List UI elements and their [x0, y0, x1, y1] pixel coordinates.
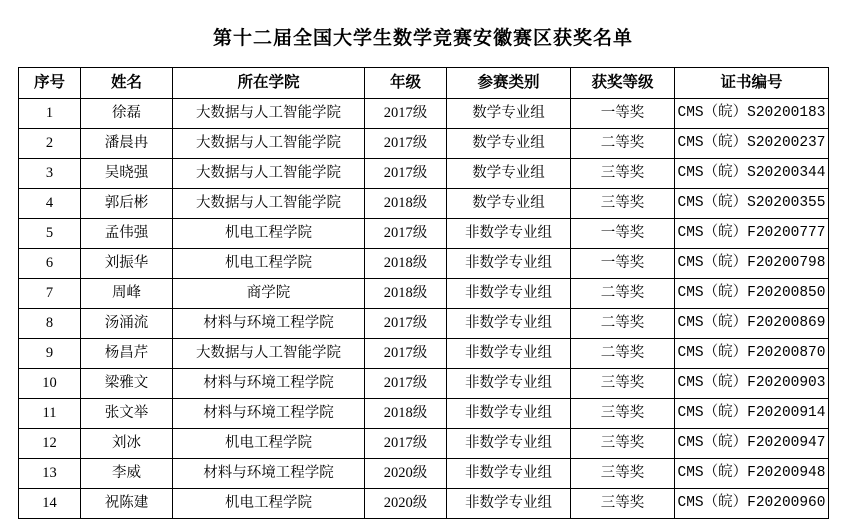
cell-grade: 2017级: [365, 368, 447, 398]
cell-grade: 2017级: [365, 308, 447, 338]
cell-certificate-no: CMS（皖）S20200183: [675, 98, 829, 128]
cell-certificate-no: CMS（皖）F20200777: [675, 218, 829, 248]
cell-category: 非数学专业组: [447, 308, 571, 338]
cell-no: 10: [19, 368, 81, 398]
cell-certificate-no: CMS（皖）F20200869: [675, 308, 829, 338]
cell-category: 非数学专业组: [447, 488, 571, 518]
table-row: [19, 98, 829, 128]
cell-certificate-no: CMS（皖）F20200903: [675, 368, 829, 398]
table-header: [19, 67, 829, 98]
cell-college: 大数据与人工智能学院: [173, 128, 365, 158]
award-list-table: [18, 67, 829, 519]
table-row: [19, 488, 829, 518]
table-row: [19, 368, 829, 398]
cell-category: 非数学专业组: [447, 218, 571, 248]
cell-certificate-no: CMS（皖）F20200914: [675, 398, 829, 428]
cell-grade: 2020级: [365, 458, 447, 488]
cell-name: 刘冰: [81, 428, 173, 458]
cell-category: 非数学专业组: [447, 248, 571, 278]
cell-certificate-no: CMS（皖）S20200237: [675, 128, 829, 158]
cell-college: 商学院: [173, 278, 365, 308]
cell-grade: 2018级: [365, 278, 447, 308]
cell-name: 孟伟强: [81, 218, 173, 248]
cell-category: 数学专业组: [447, 158, 571, 188]
cell-category: 非数学专业组: [447, 338, 571, 368]
cell-college: 机电工程学院: [173, 218, 365, 248]
cell-no: 5: [19, 218, 81, 248]
table-row: [19, 188, 829, 218]
cell-no: 7: [19, 278, 81, 308]
cell-no: 9: [19, 338, 81, 368]
cell-grade: 2017级: [365, 428, 447, 458]
table-row: [19, 218, 829, 248]
cell-award-level: 三等奖: [571, 158, 675, 188]
cell-grade: 2020级: [365, 488, 447, 518]
cell-college: 大数据与人工智能学院: [173, 98, 365, 128]
column-header-certificate-no: 证书编号: [675, 67, 829, 98]
table-body: [19, 98, 829, 518]
table-row: [19, 128, 829, 158]
cell-award-level: 一等奖: [571, 248, 675, 278]
cell-certificate-no: CMS（皖）S20200355: [675, 188, 829, 218]
cell-grade: 2017级: [365, 218, 447, 248]
cell-award-level: 二等奖: [571, 278, 675, 308]
cell-college: 大数据与人工智能学院: [173, 338, 365, 368]
cell-award-level: 三等奖: [571, 428, 675, 458]
cell-grade: 2018级: [365, 398, 447, 428]
cell-no: 8: [19, 308, 81, 338]
cell-category: 非数学专业组: [447, 278, 571, 308]
cell-grade: 2018级: [365, 188, 447, 218]
cell-no: 1: [19, 98, 81, 128]
cell-certificate-no: CMS（皖）F20200948: [675, 458, 829, 488]
cell-college: 材料与环境工程学院: [173, 308, 365, 338]
cell-name: 梁雅文: [81, 368, 173, 398]
cell-award-level: 二等奖: [571, 128, 675, 158]
column-header-no: 序号: [19, 67, 81, 98]
cell-category: 数学专业组: [447, 98, 571, 128]
cell-no: 6: [19, 248, 81, 278]
page-title: 第十二届全国大学生数学竞赛安徽赛区获奖名单: [212, 28, 633, 49]
cell-grade: 2017级: [365, 128, 447, 158]
table-row: [19, 338, 829, 368]
table-header-row: [19, 67, 829, 98]
table-row: [19, 158, 829, 188]
cell-college: 机电工程学院: [173, 248, 365, 278]
cell-category: 非数学专业组: [447, 368, 571, 398]
cell-award-level: 二等奖: [571, 308, 675, 338]
cell-no: 11: [19, 398, 81, 428]
cell-award-level: 三等奖: [571, 368, 675, 398]
cell-award-level: 三等奖: [571, 458, 675, 488]
cell-name: 徐磊: [81, 98, 173, 128]
table-row: [19, 458, 829, 488]
cell-certificate-no: CMS（皖）F20200870: [675, 338, 829, 368]
cell-name: 郭后彬: [81, 188, 173, 218]
cell-certificate-no: CMS（皖）F20200947: [675, 428, 829, 458]
cell-name: 杨昌芹: [81, 338, 173, 368]
cell-college: 机电工程学院: [173, 488, 365, 518]
column-header-name: 姓名: [81, 67, 173, 98]
cell-name: 汤涌流: [81, 308, 173, 338]
table-row: [19, 278, 829, 308]
cell-certificate-no: CMS（皖）F20200850: [675, 278, 829, 308]
cell-name: 李威: [81, 458, 173, 488]
cell-award-level: 三等奖: [571, 488, 675, 518]
cell-college: 机电工程学院: [173, 428, 365, 458]
table-row: [19, 398, 829, 428]
cell-award-level: 三等奖: [571, 398, 675, 428]
cell-grade: 2017级: [365, 158, 447, 188]
cell-college: 材料与环境工程学院: [173, 458, 365, 488]
column-header-grade: 年级: [365, 67, 447, 98]
cell-award-level: 一等奖: [571, 218, 675, 248]
cell-name: 周峰: [81, 278, 173, 308]
cell-grade: 2017级: [365, 338, 447, 368]
cell-certificate-no: CMS（皖）F20200798: [675, 248, 829, 278]
column-header-college: 所在学院: [173, 67, 365, 98]
cell-award-level: 一等奖: [571, 98, 675, 128]
cell-category: 数学专业组: [447, 128, 571, 158]
cell-no: 3: [19, 158, 81, 188]
cell-grade: 2017级: [365, 98, 447, 128]
cell-category: 数学专业组: [447, 188, 571, 218]
cell-college: 大数据与人工智能学院: [173, 188, 365, 218]
cell-college: 材料与环境工程学院: [173, 398, 365, 428]
cell-name: 张文举: [81, 398, 173, 428]
cell-college: 材料与环境工程学院: [173, 368, 365, 398]
cell-name: 刘振华: [81, 248, 173, 278]
cell-category: 非数学专业组: [447, 458, 571, 488]
cell-certificate-no: CMS（皖）S20200344: [675, 158, 829, 188]
cell-award-level: 三等奖: [571, 188, 675, 218]
cell-category: 非数学专业组: [447, 428, 571, 458]
cell-college: 大数据与人工智能学院: [173, 158, 365, 188]
cell-no: 4: [19, 188, 81, 218]
cell-no: 12: [19, 428, 81, 458]
cell-award-level: 二等奖: [571, 338, 675, 368]
table-row: [19, 308, 829, 338]
cell-name: 吴晓强: [81, 158, 173, 188]
column-header-award-level: 获奖等级: [571, 67, 675, 98]
table-row: [19, 428, 829, 458]
cell-no: 2: [19, 128, 81, 158]
cell-name: 祝陈建: [81, 488, 173, 518]
cell-name: 潘晨冉: [81, 128, 173, 158]
cell-category: 非数学专业组: [447, 398, 571, 428]
cell-no: 14: [19, 488, 81, 518]
cell-no: 13: [19, 458, 81, 488]
table-row: [19, 248, 829, 278]
table-container: [0, 67, 846, 519]
column-header-category: 参赛类别: [447, 67, 571, 98]
cell-grade: 2018级: [365, 248, 447, 278]
cell-certificate-no: CMS（皖）F20200960: [675, 488, 829, 518]
